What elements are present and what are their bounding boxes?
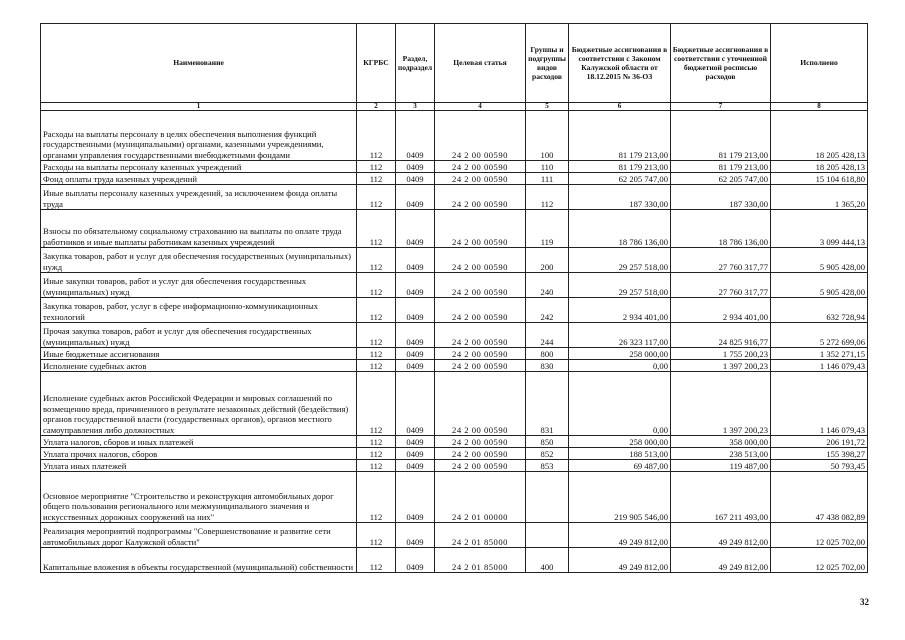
row-budget-updated: 1 397 200,23 <box>671 360 771 372</box>
row-executed: 1 352 271,15 <box>771 348 868 360</box>
row-executed: 47 438 082,89 <box>771 472 868 523</box>
row-group: 244 <box>526 323 569 348</box>
table-row <box>41 448 868 460</box>
column-number: 4 <box>435 103 526 111</box>
table-row <box>41 360 868 372</box>
row-name: Расходы на выплаты персоналу казенных учреждений <box>41 161 357 173</box>
row-executed: 1 365,20 <box>771 185 868 210</box>
column-number: 6 <box>569 103 671 111</box>
row-budget-law: 258 000,00 <box>569 348 671 360</box>
row-name: Уплата иных платежей <box>41 460 357 472</box>
row-budget-updated: 167 211 493,00 <box>671 472 771 523</box>
row-group: 853 <box>526 460 569 472</box>
row-group: 831 <box>526 372 569 436</box>
table-row <box>41 436 868 448</box>
row-target: 24 2 00 00590 <box>435 348 526 360</box>
row-budget-updated: 187 330,00 <box>671 185 771 210</box>
row-group: 800 <box>526 348 569 360</box>
row-name: Реализация мероприятий подпрограммы "Совершенствование и развитие сети автомобильных дорог Калужской области" <box>41 523 357 548</box>
row-group: 852 <box>526 448 569 460</box>
row-kgrbs: 112 <box>357 161 396 173</box>
row-budget-law: 81 179 213,00 <box>569 111 671 161</box>
row-executed: 12 025 702,00 <box>771 523 868 548</box>
page-number: 32 <box>860 597 869 607</box>
row-razdel: 0409 <box>396 298 435 323</box>
row-budget-law: 49 249 812,00 <box>569 523 671 548</box>
row-target: 24 2 00 00590 <box>435 372 526 436</box>
row-kgrbs: 112 <box>357 460 396 472</box>
row-group: 240 <box>526 273 569 298</box>
row-budget-updated: 62 205 747,00 <box>671 173 771 185</box>
column-number: 2 <box>357 103 396 111</box>
table-row <box>41 372 868 436</box>
row-razdel: 0409 <box>396 360 435 372</box>
row-kgrbs: 112 <box>357 548 396 573</box>
table-row <box>41 348 868 360</box>
row-target: 24 2 00 00590 <box>435 436 526 448</box>
row-executed: 12 025 702,00 <box>771 548 868 573</box>
row-razdel: 0409 <box>396 472 435 523</box>
row-budget-law: 29 257 518,00 <box>569 273 671 298</box>
row-budget-law: 29 257 518,00 <box>569 248 671 273</box>
table-row <box>41 298 868 323</box>
column-number: 1 <box>41 103 357 111</box>
row-target: 24 2 00 00590 <box>435 161 526 173</box>
header-executed: Исполнено <box>771 24 868 103</box>
header-budget-updated: Бюджетные ассигнования в соответствии с уточненной бюджетной росписью расходов <box>671 24 771 103</box>
row-razdel: 0409 <box>396 323 435 348</box>
header-name: Наименование <box>41 24 357 103</box>
row-budget-law: 18 786 136,00 <box>569 210 671 248</box>
column-number: 7 <box>671 103 771 111</box>
row-target: 24 2 00 00590 <box>435 248 526 273</box>
row-budget-updated: 81 179 213,00 <box>671 111 771 161</box>
row-target: 24 2 01 85000 <box>435 548 526 573</box>
column-number: 5 <box>526 103 569 111</box>
row-executed: 5 272 699,06 <box>771 323 868 348</box>
row-kgrbs: 112 <box>357 210 396 248</box>
row-budget-law: 81 179 213,00 <box>569 161 671 173</box>
row-target: 24 2 00 00590 <box>435 173 526 185</box>
row-executed: 1 146 079,43 <box>771 360 868 372</box>
row-razdel: 0409 <box>396 173 435 185</box>
row-name: Уплата прочих налогов, сборов <box>41 448 357 460</box>
row-razdel: 0409 <box>396 348 435 360</box>
row-kgrbs: 112 <box>357 472 396 523</box>
row-name: Иные выплаты персоналу казенных учреждений, за исключением фонда оплаты труда <box>41 185 357 210</box>
row-kgrbs: 112 <box>357 372 396 436</box>
row-group: 119 <box>526 210 569 248</box>
row-group: 200 <box>526 248 569 273</box>
header-budget-law: Бюджетные ассигнования в соответствии с Законом Калужской области от 18.12.2015 № 36-ОЗ <box>569 24 671 103</box>
row-kgrbs: 112 <box>357 436 396 448</box>
row-kgrbs: 112 <box>357 523 396 548</box>
row-budget-updated: 1 397 200,23 <box>671 372 771 436</box>
row-target: 24 2 00 00590 <box>435 298 526 323</box>
row-budget-law: 26 323 117,00 <box>569 323 671 348</box>
row-executed: 18 205 428,13 <box>771 111 868 161</box>
header-target: Целевая статья <box>435 24 526 103</box>
row-razdel: 0409 <box>396 248 435 273</box>
row-name: Основное мероприятие "Строительство и реконструкция автомобильных дорог общего пользования регионального или межмуниципального значения и искусственных дорожных сооружений на них" <box>41 472 357 523</box>
row-executed: 18 205 428,13 <box>771 161 868 173</box>
row-razdel: 0409 <box>396 161 435 173</box>
row-kgrbs: 112 <box>357 360 396 372</box>
row-group <box>526 472 569 523</box>
row-razdel: 0409 <box>396 210 435 248</box>
table-row <box>41 111 868 161</box>
table-row <box>41 472 868 523</box>
row-group: 850 <box>526 436 569 448</box>
row-budget-updated: 24 825 916,77 <box>671 323 771 348</box>
row-budget-updated: 2 934 401,00 <box>671 298 771 323</box>
table-row <box>41 273 868 298</box>
row-name: Иные закупки товаров, работ и услуг для обеспечения государственных (муниципальных) нужд <box>41 273 357 298</box>
row-kgrbs: 112 <box>357 185 396 210</box>
row-executed: 50 793,45 <box>771 460 868 472</box>
row-razdel: 0409 <box>396 111 435 161</box>
row-group: 400 <box>526 548 569 573</box>
column-number-row <box>41 103 868 111</box>
row-budget-law: 219 905 546,00 <box>569 472 671 523</box>
row-target: 24 2 00 00590 <box>435 273 526 298</box>
row-target: 24 2 01 85000 <box>435 523 526 548</box>
row-target: 24 2 00 00590 <box>435 210 526 248</box>
row-executed: 5 905 428,00 <box>771 273 868 298</box>
row-kgrbs: 112 <box>357 298 396 323</box>
row-budget-law: 188 513,00 <box>569 448 671 460</box>
row-executed: 3 099 444,13 <box>771 210 868 248</box>
header-kgrbs: КГРБС <box>357 24 396 103</box>
row-name: Взносы по обязательному социальному страхованию на выплаты по оплате труда работников и иные выплаты работникам казенных учреждений <box>41 210 357 248</box>
row-razdel: 0409 <box>396 273 435 298</box>
row-executed: 1 146 079,43 <box>771 372 868 436</box>
table-row <box>41 323 868 348</box>
header-razdel: Раздел, подраздел <box>396 24 435 103</box>
row-razdel: 0409 <box>396 548 435 573</box>
row-budget-updated: 18 786 136,00 <box>671 210 771 248</box>
row-target: 24 2 00 00590 <box>435 111 526 161</box>
row-name: Капитальные вложения в объекты государственной (муниципальной) собственности <box>41 548 357 573</box>
table-row <box>41 173 868 185</box>
row-kgrbs: 112 <box>357 448 396 460</box>
row-budget-law: 62 205 747,00 <box>569 173 671 185</box>
row-executed: 15 104 618,80 <box>771 173 868 185</box>
row-kgrbs: 112 <box>357 248 396 273</box>
row-razdel: 0409 <box>396 372 435 436</box>
header-row <box>41 24 868 103</box>
row-target: 24 2 00 00590 <box>435 360 526 372</box>
row-kgrbs: 112 <box>357 173 396 185</box>
row-group: 111 <box>526 173 569 185</box>
row-budget-law: 69 487,00 <box>569 460 671 472</box>
row-budget-updated: 358 000,00 <box>671 436 771 448</box>
row-budget-updated: 27 760 317,77 <box>671 248 771 273</box>
row-budget-updated: 49 249 812,00 <box>671 523 771 548</box>
row-target: 24 2 00 00590 <box>435 185 526 210</box>
row-target: 24 2 00 00590 <box>435 460 526 472</box>
row-group: 100 <box>526 111 569 161</box>
row-group <box>526 523 569 548</box>
budget-table <box>40 23 868 573</box>
row-name: Уплата налогов, сборов и иных платежей <box>41 436 357 448</box>
row-name: Исполнение судебных актов <box>41 360 357 372</box>
row-executed: 632 728,94 <box>771 298 868 323</box>
row-target: 24 2 00 00590 <box>435 448 526 460</box>
row-budget-law: 187 330,00 <box>569 185 671 210</box>
budget-table-page <box>40 23 867 573</box>
table-row <box>41 161 868 173</box>
row-name: Закупка товаров, работ и услуг для обеспечения государственных (муниципальных) нужд <box>41 248 357 273</box>
row-name: Прочая закупка товаров, работ и услуг для обеспечения государственных (муниципальных) нужд <box>41 323 357 348</box>
row-budget-law: 49 249 812,00 <box>569 548 671 573</box>
column-number: 3 <box>396 103 435 111</box>
row-name: Фонд оплаты труда казенных учреждений <box>41 173 357 185</box>
row-kgrbs: 112 <box>357 111 396 161</box>
row-name: Исполнение судебных актов Российской Федерации и мировых соглашений по возмещению вреда, причиненного в результате незаконных действий (бездействия) органов государственной власти (государственных органов), органов местного самоуправления либо должностных <box>41 372 357 436</box>
row-group: 110 <box>526 161 569 173</box>
row-budget-law: 2 934 401,00 <box>569 298 671 323</box>
row-budget-updated: 119 487,00 <box>671 460 771 472</box>
row-name: Иные бюджетные ассигнования <box>41 348 357 360</box>
row-group: 112 <box>526 185 569 210</box>
row-razdel: 0409 <box>396 185 435 210</box>
row-kgrbs: 112 <box>357 273 396 298</box>
row-name: Закупка товаров, работ, услуг в сфере информационно-коммуникационных технологий <box>41 298 357 323</box>
table-row <box>41 460 868 472</box>
row-kgrbs: 112 <box>357 323 396 348</box>
row-budget-updated: 238 513,00 <box>671 448 771 460</box>
column-number: 8 <box>771 103 868 111</box>
row-kgrbs: 112 <box>357 348 396 360</box>
row-name: Расходы на выплаты персоналу в целях обеспечения выполнения функций государственными (муниципальными) органами, казенными учреждениями, органами управления государственными внебюджетными фондами <box>41 111 357 161</box>
row-budget-law: 0,00 <box>569 360 671 372</box>
table-row <box>41 523 868 548</box>
table-row <box>41 248 868 273</box>
row-razdel: 0409 <box>396 448 435 460</box>
row-budget-updated: 27 760 317,77 <box>671 273 771 298</box>
row-razdel: 0409 <box>396 523 435 548</box>
row-budget-law: 0,00 <box>569 372 671 436</box>
row-razdel: 0409 <box>396 436 435 448</box>
row-budget-updated: 81 179 213,00 <box>671 161 771 173</box>
row-executed: 5 905 428,00 <box>771 248 868 273</box>
row-executed: 155 398,27 <box>771 448 868 460</box>
row-budget-updated: 49 249 812,00 <box>671 548 771 573</box>
table-row <box>41 185 868 210</box>
row-target: 24 2 00 00590 <box>435 323 526 348</box>
header-groups: Группы и подгруппы видов расходов <box>526 24 569 103</box>
table-row <box>41 548 868 573</box>
row-budget-law: 258 000,00 <box>569 436 671 448</box>
row-group: 242 <box>526 298 569 323</box>
row-budget-updated: 1 755 200,23 <box>671 348 771 360</box>
row-target: 24 2 01 00000 <box>435 472 526 523</box>
row-group: 830 <box>526 360 569 372</box>
table-row <box>41 210 868 248</box>
row-executed: 206 191,72 <box>771 436 868 448</box>
row-razdel: 0409 <box>396 460 435 472</box>
